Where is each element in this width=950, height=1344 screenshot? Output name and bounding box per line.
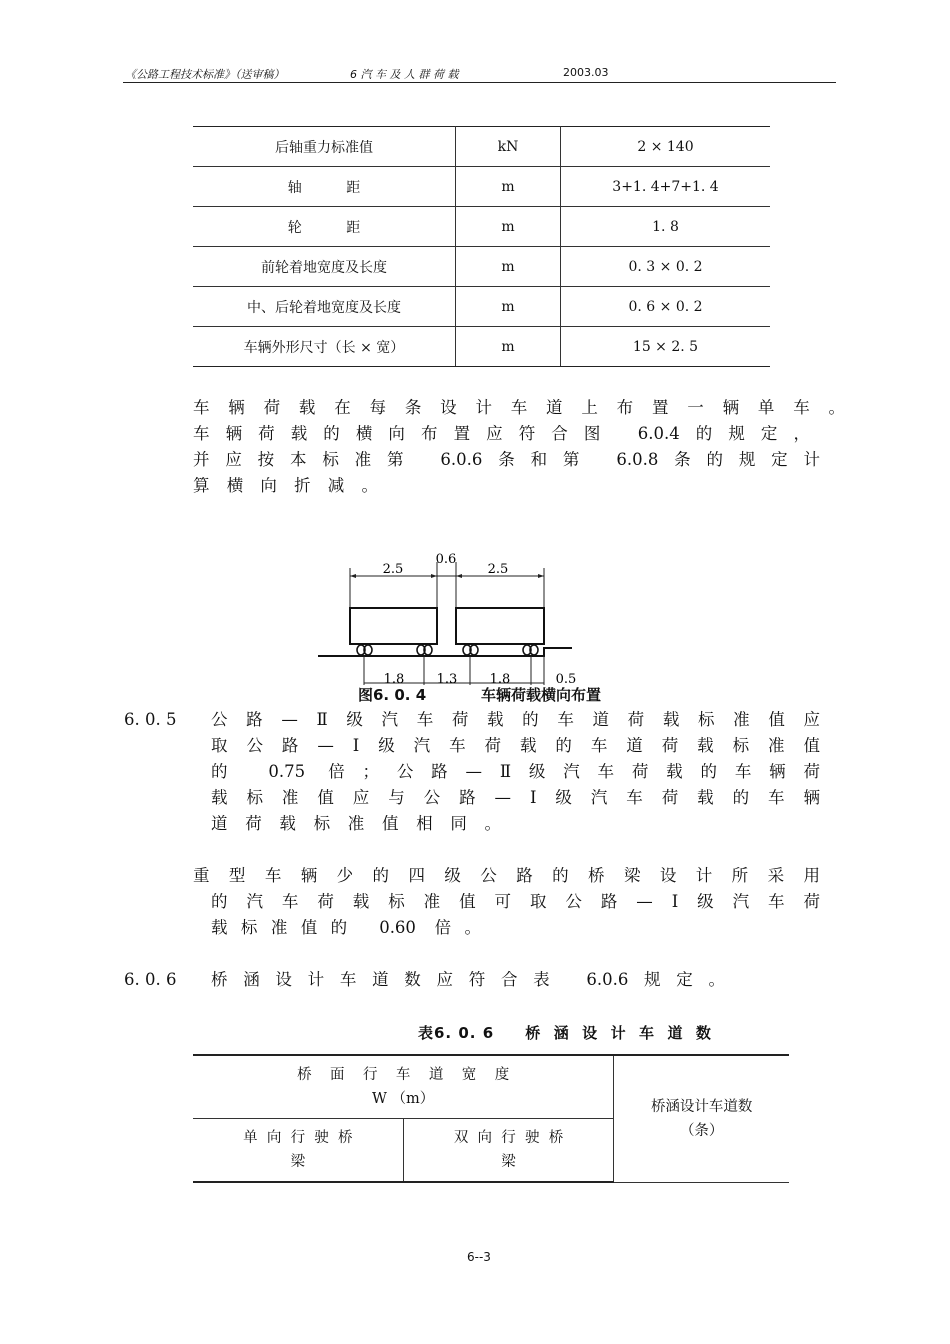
spec-unit: m [456, 207, 561, 247]
spec-value: 3+1. 4+7+1. 4 [561, 167, 771, 207]
vehicle-body-right [456, 608, 544, 644]
clause-605-line: 的 0.75 倍；公路—Ⅱ级汽车荷载的车辆荷 [211, 762, 820, 781]
table-row [193, 127, 770, 167]
spec-unit: m [456, 287, 561, 327]
spec-value: 2 × 140 [561, 127, 771, 167]
para1-line: 算横向折减。 [193, 476, 378, 495]
clause-605-line: 取公路—Ⅰ级汽车荷载的车道荷载标准值 [211, 736, 820, 755]
sub-double-line2: 梁 [501, 1154, 516, 1170]
design-lanes-table [193, 1054, 789, 1183]
spec-value: 15 × 2. 5 [561, 327, 771, 367]
header-width-line1: 桥 面 行 车 道 宽 度 [297, 1067, 510, 1083]
sub-single-line1: 单 向 行 驶 桥 [243, 1130, 353, 1146]
subheader-double [403, 1119, 614, 1183]
arrow-icon [350, 574, 356, 578]
clause-605-para2-line: 载标准值的 0.60 倍。 [211, 918, 481, 937]
vehicle-layout-figure [310, 548, 580, 693]
spec-item: 轴 距 [193, 167, 456, 207]
header-lanes-line2: （条） [679, 1122, 724, 1139]
subheader-single [193, 1119, 403, 1183]
para1-line: 车辆荷载的横向布置应符合图 6.0.4的规定， [193, 424, 810, 443]
spec-item: 车辆外形尺寸（长 × 宽） [193, 327, 456, 367]
spec-item: 中、后轮着地宽度及长度 [193, 287, 456, 327]
vehicle-spec-table [193, 126, 770, 367]
dim-label-top: 2.5 [487, 562, 509, 577]
header-date: 2003.03 [563, 66, 609, 79]
header-rule [123, 82, 836, 83]
clause-605-para2-line: 重型车辆少的四级公路的桥梁设计所采用 [193, 866, 820, 885]
dim-label-top: 0.6 [435, 552, 457, 567]
header-title: 《公路工程技术标准》（送审稿） [125, 68, 285, 81]
clause-number: 6. 0. 5 [124, 710, 177, 729]
header-cell-lanes [614, 1055, 789, 1182]
header-chapter: 6 汽 车 及 人 群 荷 载 [350, 68, 459, 81]
table-row [193, 1055, 789, 1119]
table-row [193, 207, 770, 247]
table-row [193, 247, 770, 287]
spec-unit: kN [456, 127, 561, 167]
spec-unit: m [456, 247, 561, 287]
spec-unit: m [456, 167, 561, 207]
vehicle-body-left [350, 608, 437, 644]
dim-label-bottom: 1.3 [436, 672, 458, 687]
page-number: 6--3 [467, 1250, 491, 1264]
table-row [193, 287, 770, 327]
header-cell-width [193, 1055, 614, 1119]
arrow-icon [431, 574, 437, 578]
clause-605-para2-line: 的汽车荷载标准值可取公路—Ⅰ级汽车荷 [211, 892, 820, 911]
table-caption: 表6. 0. 6 桥 涵 设 计 车 道 数 [418, 1024, 712, 1042]
spec-item: 轮 距 [193, 207, 456, 247]
clause-606-text: 桥涵设计车道数应符合表 6.0.6规定。 [211, 970, 725, 989]
spec-item: 后轴重力标准值 [193, 127, 456, 167]
header-lanes-line1: 桥涵设计车道数 [650, 1098, 753, 1115]
spec-item: 前轮着地宽度及长度 [193, 247, 456, 287]
header-width-line2: W （m） [372, 1091, 435, 1107]
dim-label-bottom: 0.5 [555, 672, 577, 687]
table-row [193, 167, 770, 207]
para1-line: 车辆荷载在每条设计车道上布置一辆单车。 [193, 398, 845, 417]
sub-single-line2: 梁 [290, 1154, 306, 1170]
spec-value: 0. 6 × 0. 2 [561, 287, 771, 327]
table-row [193, 327, 770, 367]
spec-value: 1. 8 [561, 207, 771, 247]
figure-caption-title: 车辆荷载横向布置 [481, 686, 602, 704]
sub-double-line1: 双 向 行 驶 桥 [453, 1130, 564, 1146]
clause-number: 6. 0. 6 [124, 970, 177, 989]
spec-unit: m [456, 327, 561, 367]
dim-label-bottom: 1.8 [383, 672, 405, 687]
wheels [357, 645, 538, 655]
arrow-icon [538, 574, 544, 578]
arrow-icon [456, 574, 462, 578]
para1-line: 并应按本标准第 6.0.6条和第 6.0.8条的规定计 [193, 450, 820, 469]
spec-value: 0. 3 × 0. 2 [561, 247, 771, 287]
clause-605-line: 公路—Ⅱ级汽车荷载的车道荷载标准值应 [211, 710, 820, 729]
clause-605-line: 载标准值应与公路—Ⅰ级汽车荷载的车辆 [211, 788, 820, 807]
dim-label-bottom: 1.8 [489, 672, 511, 687]
dim-label-top: 2.5 [382, 562, 404, 577]
clause-605-line: 道荷载标准值相同。 [211, 814, 501, 833]
figure-caption-number: 图6. 0. 4 [358, 686, 427, 704]
